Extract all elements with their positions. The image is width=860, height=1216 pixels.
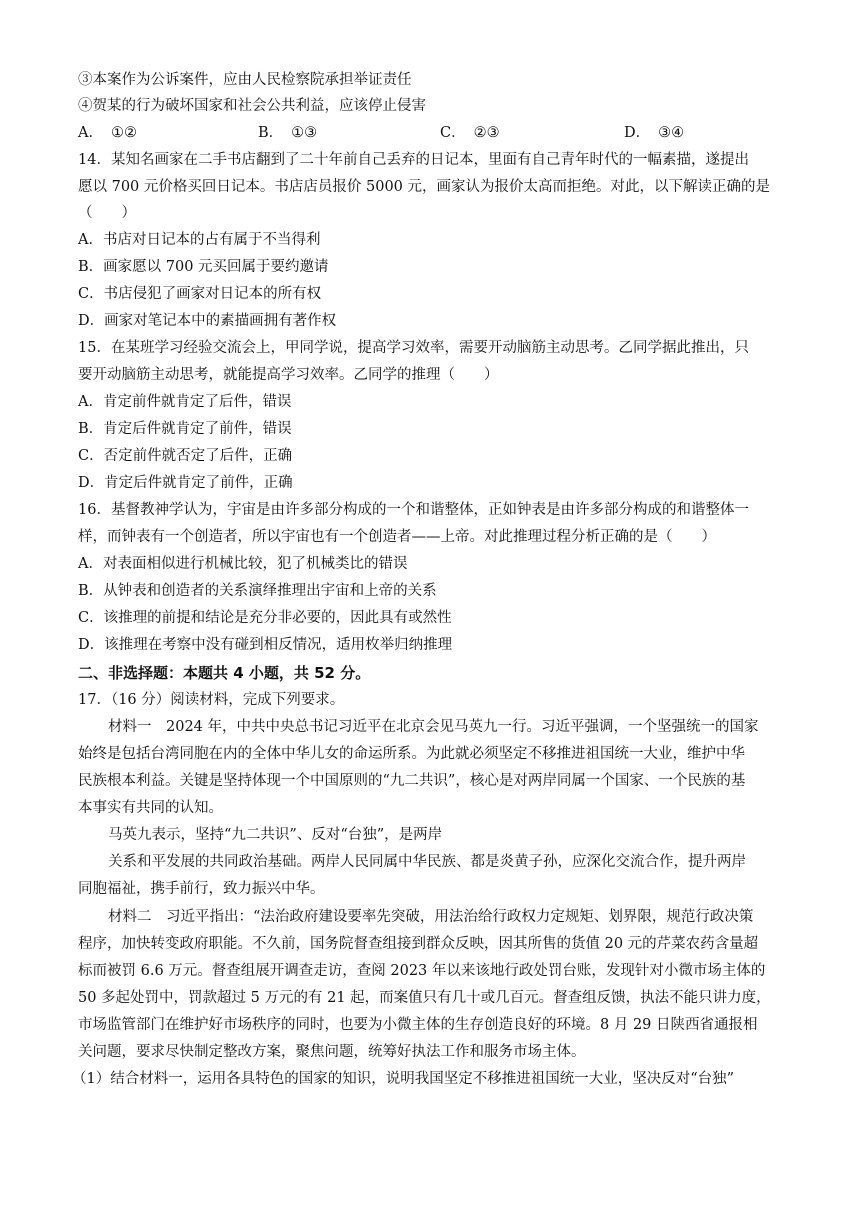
q15-option-c: C．否定前件就否定了后件，正确	[78, 448, 293, 464]
material-2-line: 材料二 习近平指出：“法治政府建设要率先突破，用法治给行政权力定规矩、划界限，规范行政决策	[108, 909, 754, 925]
option-d: D． ③④	[624, 125, 685, 141]
material-1b-line: 关系和平发展的共同政治基础。两岸人民同属中华民族、都是炎黄子孙，应深化交流合作，提升两岸	[108, 854, 746, 870]
option-b: B． ①③	[258, 125, 318, 141]
material-2-line: 标而被罚 6.6 万元。督查组展开调查走访，查阅 2023 年以来该地行政处罚台账，发现针对小微市场主体的	[78, 963, 766, 979]
material-1-line: 本事实有共同的认知。	[78, 800, 223, 816]
material-2-line: 关问题，要求尽快制定整改方案，聚焦问题，统筹好执法工作和服务市场主体。	[78, 1044, 586, 1060]
option-a: A． ①②	[78, 125, 137, 141]
carryover-options	[78, 123, 783, 143]
q17-intro: 17．（16 分）阅读材料，完成下列要求。	[78, 692, 345, 708]
material-1b-line: 马英九表示，坚持“九二共识”、反对“台独”，是两岸	[108, 827, 443, 843]
q14-answer-blank: （ ）	[78, 205, 136, 221]
q14-stem-line: 愿以 700 元价格买回日记本。书店店员报价 5000 元，画家认为报价太高而拒绝。对此，以下解读正确的是	[78, 179, 771, 195]
option-c: C． ②③	[440, 125, 500, 141]
q16-option-d: D．该推理在考察中没有碰到相反情况，适用枚举归纳推理	[78, 637, 453, 653]
q14-option-c: C．书店侵犯了画家对日记本的所有权	[78, 286, 322, 302]
q16-option-a: A．对表面相似进行机械比较，犯了机械类比的错误	[78, 556, 408, 572]
material-2-line: 市场监管部门在维护好市场秩序的同时，也要为小微主体的生存创造良好的环境。8 月 29 日陕西省通报相	[78, 1017, 758, 1033]
carryover-item-4: ④贺某的行为破坏国家和社会公共利益，应该停止侵害	[78, 98, 426, 114]
q14-option-b: B．画家愿以 700 元买回属于要约邀请	[78, 259, 329, 275]
q17-subquestion-1: （1）结合材料一，运用各具特色的国家的知识，说明我国坚定不移推进祖国统一大业，坚决反对“台独”	[72, 1071, 735, 1087]
material-2-line: 50 多起处罚中，罚款超过 5 万元的有 21 起，而案值只有几十或几百元。督查组反馈，执法不能只讲力度，	[78, 990, 771, 1006]
q14-option-d: D．画家对笔记本中的素描画拥有著作权	[78, 313, 337, 329]
q15-stem-line: 要开动脑筋主动思考，就能提高学习效率。乙同学的推理（ ）	[78, 367, 499, 383]
q14-stem-line: 14．某知名画家在二手书店翻到了二十年前自己丢弃的日记本，里面有自己青年时代的一幅素描，遂提出	[78, 152, 749, 168]
section-heading: 二、非选择题：本题共 4 小题，共 52 分。	[78, 664, 371, 682]
q15-option-b: B．肯定后件就肯定了前件，错误	[78, 421, 292, 437]
material-2-line: 程序，加快转变政府职能。不久前，国务院督查组接到群众反映，因其所售的货值 20 元的芹菜农药含量超	[78, 936, 759, 952]
q15-option-a: A．肯定前件就肯定了后件，错误	[78, 394, 292, 410]
q16-option-b: B．从钟表和创造者的关系演绎推理出宇宙和上帝的关系	[78, 583, 437, 599]
carryover-item-3: ③本案作为公诉案件，应由人民检察院承担举证责任	[78, 72, 412, 88]
material-1-line: 民族根本利益。关键是坚持体现一个中国原则的“九二共识”，核心是对两岸同属一个国家、一个民族的基	[78, 773, 746, 789]
q16-stem-line: 样，而钟表有一个创造者，所以宇宙也有一个创造者——上帝。对此推理过程分析正确的是（ ）	[78, 529, 716, 545]
q14-option-a: A．书店对日记本的占有属于不当得利	[78, 232, 321, 248]
q15-stem-line: 15．在某班学习经验交流会上，甲同学说，提高学习效率，需要开动脑筋主动思考。乙同学据此推出，只	[78, 340, 749, 356]
q16-option-c: C．该推理的前提和结论是充分非必要的，因此具有或然性	[78, 610, 452, 626]
q16-stem-line: 16．基督教神学认为，宇宙是由许多部分构成的一个和谐整体，正如钟表是由许多部分构成的和谐整体一	[78, 502, 749, 518]
material-1-line: 始终是包括台湾同胞在内的全体中华儿女的命运所系。为此就必须坚定不移推进祖国统一大业，维护中华	[78, 746, 745, 762]
material-1-line: 材料一 2024 年，中共中央总书记习近平在北京会见马英九一行。习近平强调，一个坚强统一的国家	[108, 719, 759, 735]
material-1b-line: 同胞福祉，携手前行，致力振兴中华。	[78, 881, 325, 897]
q15-option-d: D．肯定后件就肯定了前件，正确	[78, 475, 293, 491]
